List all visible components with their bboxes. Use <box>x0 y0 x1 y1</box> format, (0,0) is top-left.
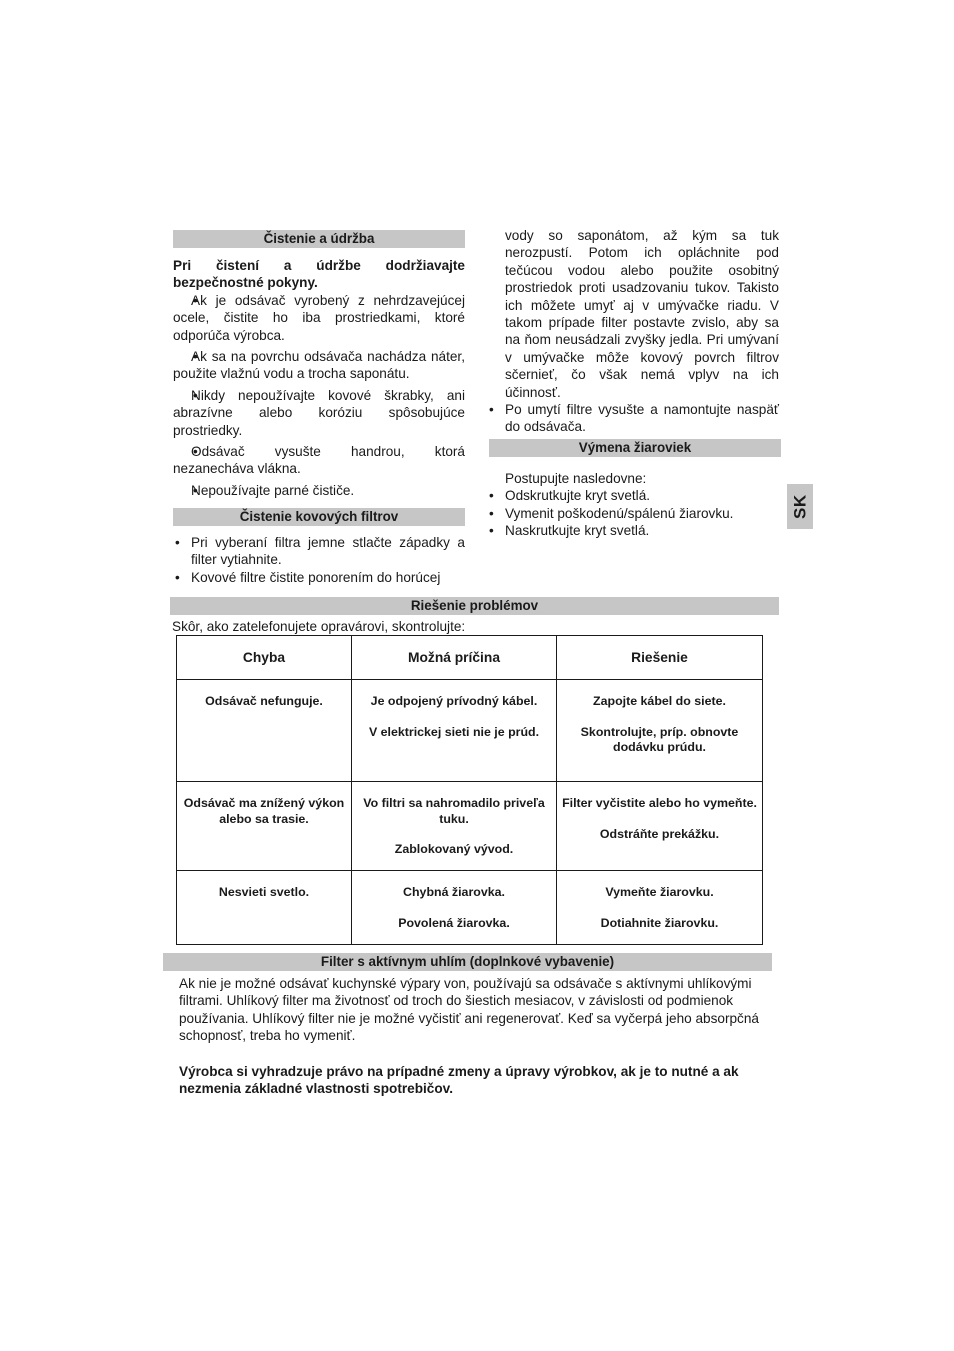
section-title-metal-filters: Čistenie kovových filtrov <box>173 508 465 526</box>
list-item: • Naskrutkujte kryt svetlá. <box>487 522 779 539</box>
section-title-troubleshooting: Riešenie problémov <box>170 597 779 615</box>
solution-cell: Vymeňte žiarovku. Dotiahnite žiarovku. <box>557 871 763 945</box>
table-row <box>177 680 763 782</box>
carbon-filter-section <box>179 975 764 1097</box>
right-column-bulbs <box>487 470 779 540</box>
cleaning-intro: Pri čistení a údržbe dodržiavajte bezpečnostné pokyny. <box>173 258 465 291</box>
list-item: • Vymenit poškodenú/spálenú žiarovku. <box>487 505 779 522</box>
steps-intro: Postupujte nasledovne: <box>505 471 647 486</box>
language-tab-label: SK <box>790 494 810 519</box>
column-header: Riešenie <box>557 636 763 680</box>
list-item: • Kovové filtre čistite ponorením do horúcej <box>173 569 465 586</box>
table-row <box>177 871 763 945</box>
list-item: • Odskrutkujte kryt svetlá. <box>487 487 779 504</box>
cause-cell: Je odpojený prívodný kábel. V elektrickej sieti nie je prúd. <box>352 680 557 782</box>
section-title-carbon-filter: Filter s aktívnym uhlím (doplnkové vybavenie) <box>163 953 772 971</box>
language-tab <box>787 484 813 529</box>
fault-cell: Odsávač ma znížený výkon alebo sa trasie. <box>177 782 352 871</box>
carbon-filter-text: Ak nie je možné odsávať kuchynské výpary von, používajú sa odsávače s aktívnymi uhlíkovými filtrami. Uhlíkový filter ma životnosť od troch do šiestich mesiacov, v závislosti od podmienok používania. Uhlíkový filter nie je možné vyčistiť ani regenerovať. Keď sa vyčerpá jeho absorpčná schopnosť, treba ho vymeniť. <box>179 976 759 1044</box>
cause-cell: Vo filtri sa nahromadilo priveľa tuku. Zablokovaný vývod. <box>352 782 557 871</box>
filter-washing-text: vody so saponátom, až kým sa tuk nerozpustí. Potom ich opláchnite pod tečúcou vodou alebo použite osobitný prostriedok proti usadzovaniu tukov. Takisto ich môžete umyť aj v umývačke riadu. V takom prípade filter postavte zvislo, aby sa na ňom neusádzali zvyšky jedla. Pri umývaní v umývačke môže kovový povrch filtrov sčernieť, čo však nemá vplyv na ich účinnosť. <box>505 228 779 400</box>
list-item: • Ak sa na povrchu odsávača nachádza náter, použite vlažnú vodu a trocha saponátu. <box>173 348 465 383</box>
list-item: • Po umytí filtre vysušte a namontujte naspäť do odsávača. <box>487 401 779 436</box>
right-column-filters-continued <box>487 227 779 436</box>
solution-cell: Zapojte kábel do siete. Skontrolujte, príp. obnovte dodávku prúdu. <box>557 680 763 782</box>
troubleshooting-table <box>176 635 763 945</box>
manufacturer-disclaimer: Výrobca si vyhradzuje právo na prípadné zmeny a úpravy výrobkov, ak je to nutné a ak nezmenia základné vlastnosti spotrebičov. <box>179 1063 739 1097</box>
cause-cell: Chybná žiarovka. Povolená žiarovka. <box>352 871 557 945</box>
column-header: Možná príčina <box>352 636 557 680</box>
table-header-row <box>177 636 763 680</box>
fault-cell: Nesvieti svetlo. <box>177 871 352 945</box>
fault-cell: Odsávač nefunguje. <box>177 680 352 782</box>
list-item: • Odsávač vysušte handrou, ktorá nezanecháva vlákna. <box>173 443 465 478</box>
list-item: • Ak je odsávač vyrobený z nehrdzavejúcej ocele, čistite ho iba prostriedkami, ktoré odporúča výrobca. <box>173 292 465 344</box>
section-title-cleaning: Čistenie a údržba <box>173 230 465 248</box>
list-item: • Nepoužívajte parné čističe. <box>173 482 465 499</box>
solution-cell: Filter vyčistite alebo ho vymeňte. Odstráňte prekážku. <box>557 782 763 871</box>
left-column-cleaning <box>173 257 465 499</box>
left-column-filters <box>173 534 465 586</box>
troubleshooting-intro: Skôr, ako zatelefonujete opravárovi, skontrolujte: <box>172 619 466 634</box>
column-header: Chyba <box>177 636 352 680</box>
table-row <box>177 782 763 871</box>
section-title-bulb-replacement: Výmena žiaroviek <box>489 439 781 457</box>
list-item: • Pri vyberaní filtra jemne stlačte západky a filter vytiahnite. <box>173 534 465 569</box>
list-item: • Nikdy nepoužívajte kovové škrabky, ani abrazívne alebo koróziu spôsobujúce prostriedky. <box>173 387 465 439</box>
